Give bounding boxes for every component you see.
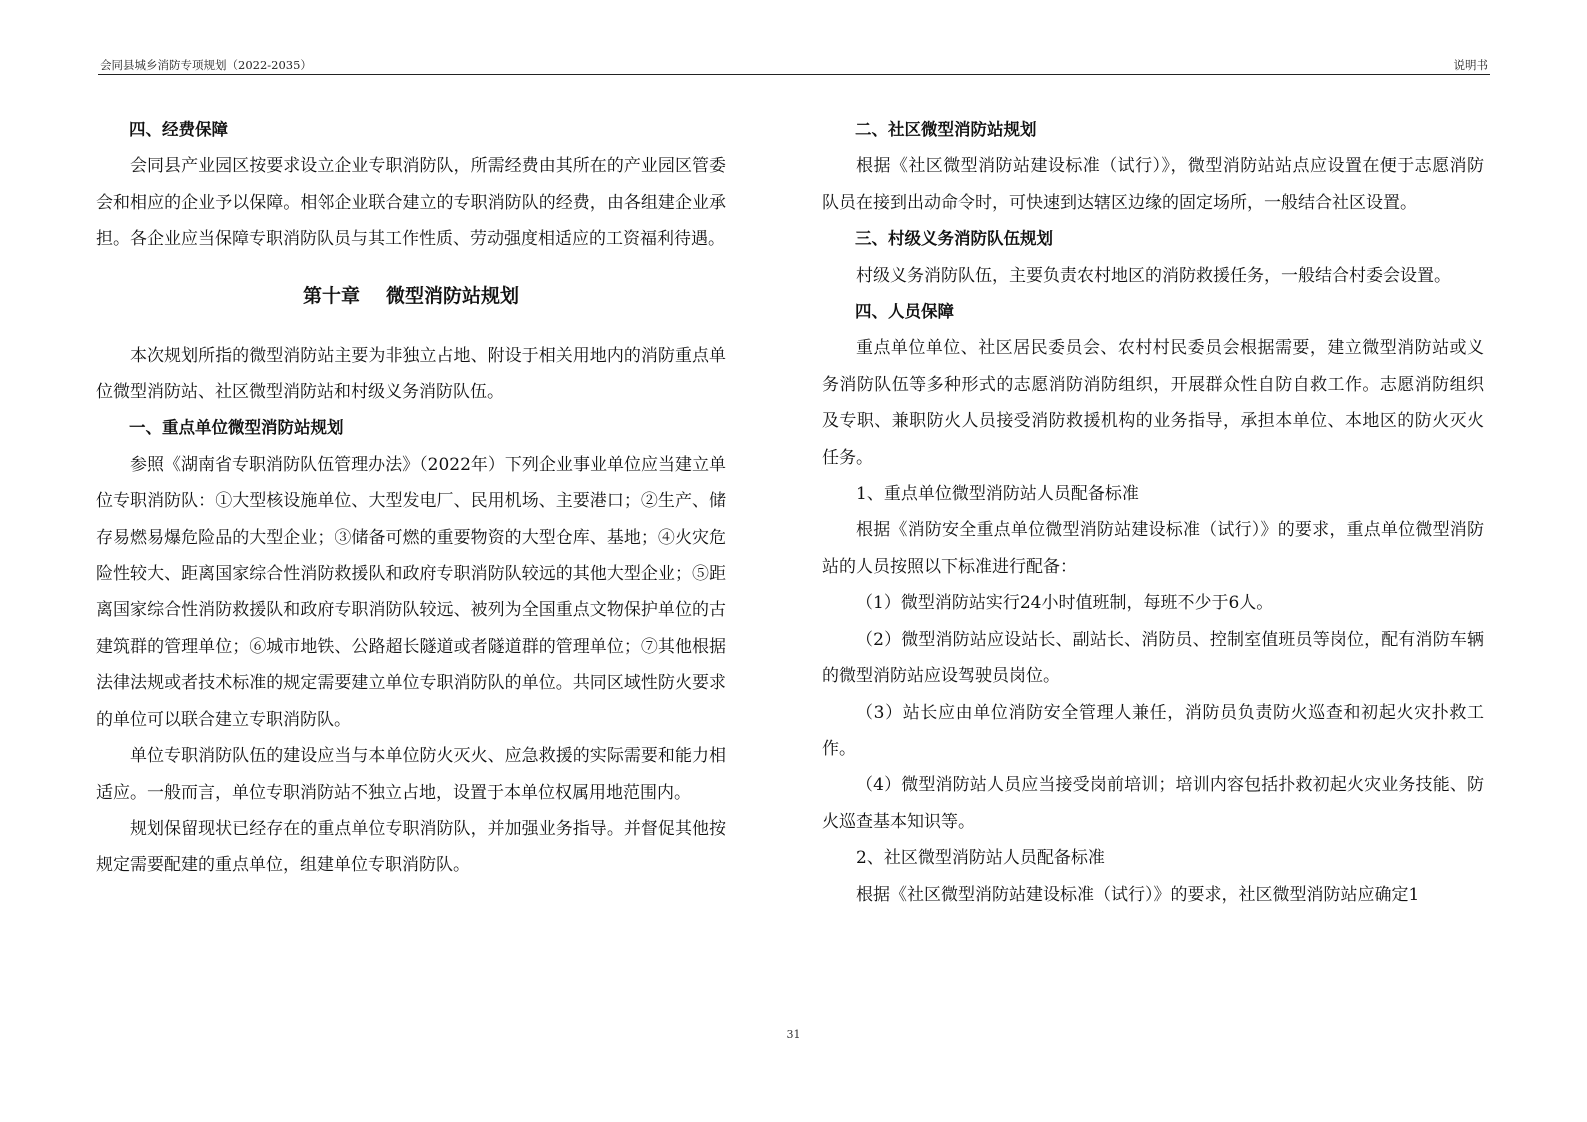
chapter-name: 微型消防站规划 (386, 284, 520, 307)
heading-staff: 四、人员保障 (855, 302, 954, 322)
paragraph-key-unit-2: 单位专职消防队伍的建设应当与本单位防火灭火、应急救援的实际需要和能力相适应。一般而言，单位专职消防站不独立占地，设置于本单位权属用地范围内。 (96, 746, 726, 803)
left-column (96, 112, 726, 884)
heading-village: 三、村级义务消防队伍规划 (855, 229, 1053, 249)
list-item: （3）站长应由单位消防安全管理人兼任，消防员负责防火巡查和初起火灾扑救工作。 (822, 702, 1484, 759)
list-item: （4）微型消防站人员应当接受岗前培训；培训内容包括扑救初起火灾业务技能、防火巡查基本知识等。 (822, 775, 1484, 832)
paragraph-community: 根据《社区微型消防站建设标准（试行）》，微型消防站站点应设置在便于志愿消防队员在接到出动命令时，可快速到达辖区边缘的固定场所，一般结合社区设置。 (822, 156, 1484, 213)
paragraph-community-staff: 根据《社区微型消防站建设标准（试行）》的要求，社区微型消防站应确定1 (856, 884, 1420, 905)
paragraph-key-unit-1: 参照《湖南省专职消防队伍管理办法》（2022年）下列企业事业单位应当建立单位专职消防队：①大型核设施单位、大型发电厂、民用机场、主要港口；②生产、储存易燃易爆危险品的大型企业；③储备可燃的重要物资的大型仓库、基地；④火灾危险性较大、距离国家综合性消防救援队和政府专职消防队较远的其他大型企业；⑤距离国家综合性消防救援队和政府专职消防队较远、被列为全国重点文物保护单位的古建筑群的管理单位；⑥城市地铁、公路超长隧道或者隧道群的管理单位；⑦其他根据法律法规或者技术标准的规定需要建立单位专职消防队的单位。共同区域性防火要求的单位可以联合建立专职消防队。 (96, 454, 726, 730)
paragraph-key-unit-staff: 根据《消防安全重点单位微型消防站建设标准（试行）》的要求，重点单位微型消防站的人员按照以下标准进行配备： (822, 520, 1484, 577)
paragraph-village: 村级义务消防队伍，主要负责农村地区的消防救援任务，一般结合村委会设置。 (856, 265, 1451, 286)
page-header (98, 52, 1490, 75)
right-column (822, 112, 1484, 913)
chapter-number: 第十章 (302, 284, 360, 307)
heading-funding: 四、经费保障 (129, 120, 228, 139)
document-title: 会同县城乡消防专项规划（2022-2035） (100, 58, 312, 72)
chapter-title (96, 276, 726, 316)
page-number: 31 (786, 1028, 801, 1041)
heading-key-unit: 一、重点单位微型消防站规划 (129, 418, 344, 438)
paragraph-funding: 会同县产业园区按要求设立企业专职消防队，所需经费由其所在的产业园区管委会和相应的企业予以保障。相邻企业联合建立的专职消防队的经费，由各组建企业承担。各企业应当保障专职消防队员与其工作性质、劳动强度相适应的工资福利待遇。 (96, 156, 726, 250)
subheading-key-unit-staff: 1、重点单位微型消防站人员配备标准 (856, 484, 1139, 505)
document-type: 说明书 (1453, 58, 1488, 72)
paragraph-intro: 本次规划所指的微型消防站主要为非独立占地、附设于相关用地内的消防重点单位微型消防站、社区微型消防站和村级义务消防队伍。 (96, 345, 726, 403)
paragraph-key-unit-3: 规划保留现状已经存在的重点单位专职消防队，并加强业务指导。并督促其他按规定需要配建的重点单位，组建单位专职消防队。 (96, 818, 726, 876)
paragraph-staff: 重点单位单位、社区居民委员会、农村村民委员会根据需要，建立微型消防站或义务消防队伍等多种形式的志愿消防消防组织，开展群众性自防自救工作。志愿消防组织及专职、兼职防火人员接受消防救援机构的业务指导，承担本单位、本地区的防火灭火任务。 (822, 338, 1484, 468)
subheading-community-staff: 2、社区微型消防站人员配备标准 (856, 848, 1105, 869)
heading-community: 二、社区微型消防站规划 (855, 120, 1037, 139)
list-item: （2）微型消防站应设站长、副站长、消防员、控制室值班员等岗位，配有消防车辆的微型消防站应设驾驶员岗位。 (822, 629, 1484, 687)
list-item: （1）微型消防站实行24小时值班制，每班不少于6人。 (856, 593, 1274, 614)
